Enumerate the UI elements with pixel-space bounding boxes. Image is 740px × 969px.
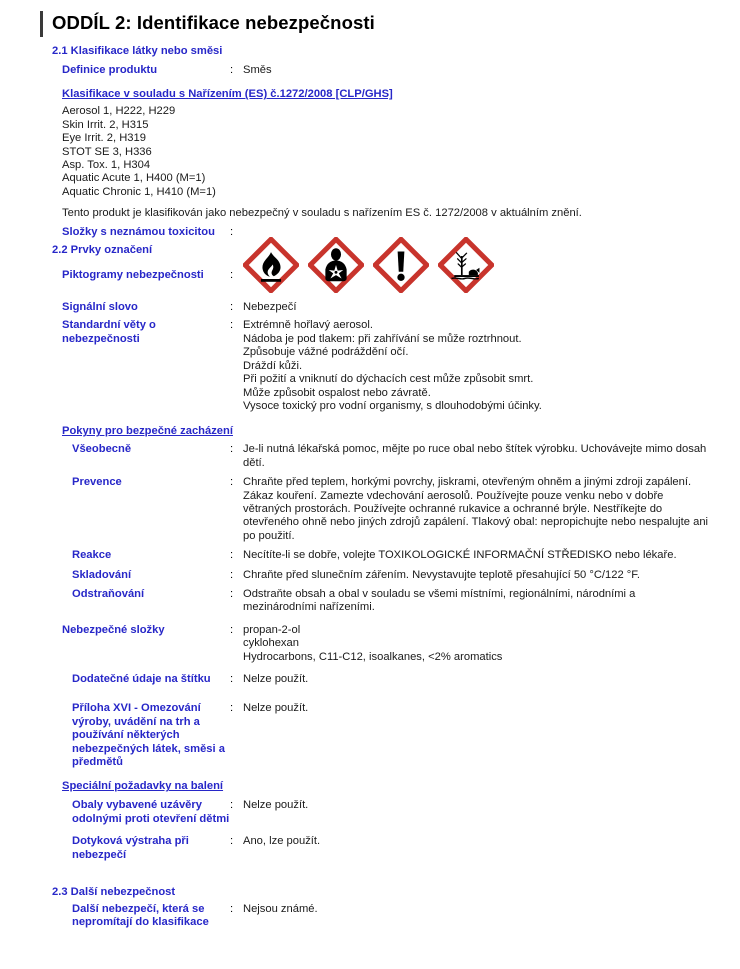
value-general: Je-li nutná lékařská pomoc, mějte po ruce obal nebo štítek výrobku. Uchovávejte mimo dosah dětí. <box>243 443 707 469</box>
value-response: Necítíte-li se dobře, volejte TOXIKOLOGICKÉ INFORMAČNÍ STŘEDISKO nebo lékaře. <box>243 549 677 562</box>
label-pictograms: Piktogramy nebezpečnosti <box>62 269 204 282</box>
colon: : <box>230 269 234 282</box>
value-hazardous-ingredients <box>243 624 740 664</box>
label-supplemental-label-elements: Dodatečné údaje na štítku <box>72 673 211 685</box>
title-rule <box>40 11 43 37</box>
ingredient-item: cyklohexan <box>243 637 299 650</box>
value-child-resistant-fastening: Nelze použít. <box>243 799 309 812</box>
label-storage: Skladování <box>72 568 132 581</box>
classification-item: Aquatic Chronic 1, H410 (M=1) <box>62 185 216 198</box>
label-prevention: Prevence <box>72 476 122 489</box>
row-response <box>62 549 740 562</box>
row-tactile-warning <box>62 835 740 862</box>
section-heading-2-2: 2.2 Prvky označení <box>52 244 153 257</box>
value-pictograms <box>243 237 740 293</box>
label-signal-word: Signální slovo <box>62 301 138 314</box>
health-hazard-pictogram <box>308 237 364 293</box>
value-annex-xvi: Nelze použít. <box>243 702 309 715</box>
row-hazardous-ingredients <box>62 624 740 664</box>
colon: : <box>230 903 234 916</box>
label-product-definition: Definice produktu <box>62 64 158 76</box>
section-heading-2-3: 2.3 Další nebezpečnost <box>52 886 176 899</box>
value-prevention: Chraňte před teplem, horkými povrchy, jiskrami, otevřeným ohněm a jinými zdroji zapálení. Zákaz kouření. Zamezte vdechování aerosolů. Používejte pouze venku nebo v dobře větraných prostorách. Používejte ochranné rukavice a ochranné brýle. Nestříkejte do otevřeného ohně nebo jiných zdrojů zapálení. Tlakový obal: nepropichujte nebo nespalujte ani po použití. <box>243 476 709 542</box>
label-response: Reakce <box>72 549 112 562</box>
row-supplemental-label-elements <box>62 673 740 686</box>
precautionary-statements-heading: Pokyny pro bezpečné zacházení <box>62 425 233 438</box>
colon: : <box>230 623 234 636</box>
label-other-hazards: Další nebezpečí, která se nepromítají do klasifikace <box>72 903 209 929</box>
colon: : <box>230 568 234 581</box>
value-disposal: Odstraňte obsah a obal v souladu se všemi místními, regionálními, národními a mezinárodními nařízeními. <box>243 587 636 614</box>
row-child-resistant-fastening <box>62 799 740 826</box>
environment-pictogram <box>438 237 494 293</box>
ingredient-item: Hydrocarbons, C11-C12, isoalkanes, <2% aromatics <box>243 650 503 663</box>
colon: : <box>230 549 234 562</box>
colon: : <box>230 587 234 600</box>
label-annex-xvi: Příloha XVI - Omezování výroby, uvádění na trh a používání některých nebezpečných látek, směsi a předmětů <box>72 702 225 769</box>
ingredient-item: propan-2-ol <box>243 623 301 636</box>
colon: : <box>230 319 234 332</box>
hazard-statement-line: Při požití a vniknutí do dýchacích cest může způsobit smrt. <box>243 373 534 386</box>
colon: : <box>230 673 234 685</box>
row-pictograms <box>62 259 740 293</box>
row-other-hazards <box>62 903 740 930</box>
row-annex-xvi <box>62 702 740 769</box>
row-signal-word <box>62 301 740 314</box>
value-supplemental-label-elements: Nelze použít. <box>243 673 309 685</box>
value-tactile-warning: Ano, lze použít. <box>243 835 321 848</box>
row-product-definition <box>62 64 740 77</box>
label-hazard-statements: Standardní věty o nebezpečnosti <box>62 319 156 345</box>
section-heading-2-1: 2.1 Klasifikace látky nebo směsi <box>52 45 223 57</box>
classification-item: STOT SE 3, H336 <box>62 145 152 158</box>
hazard-statement-line: Nádoba je pod tlakem: při zahřívání se může roztrhnout. <box>243 332 522 345</box>
row-hazard-statements <box>62 319 740 413</box>
row-storage <box>62 569 740 582</box>
classification-item: Skin Irrit. 2, H315 <box>62 118 149 131</box>
colon: : <box>230 225 234 238</box>
exclamation-mark-pictogram <box>373 237 429 293</box>
colon: : <box>230 702 234 715</box>
classification-list <box>62 105 740 199</box>
row-general <box>62 443 740 470</box>
colon: : <box>230 799 234 812</box>
classification-item: Aquatic Acute 1, H400 (M=1) <box>62 172 206 185</box>
pictogram-group <box>243 237 728 293</box>
special-packaging-requirements-heading: Speciální požadavky na balení <box>62 780 224 793</box>
colon: : <box>230 835 234 848</box>
colon: : <box>230 64 234 76</box>
classification-item: Aerosol 1, H222, H229 <box>62 105 176 118</box>
hazard-statement-line: Extrémně hořlavý aerosol. <box>243 319 373 332</box>
classification-item: Eye Irrit. 2, H319 <box>62 132 146 145</box>
sds-section-2-page <box>0 11 740 969</box>
value-other-hazards: Nejsou známé. <box>243 903 318 916</box>
colon: : <box>230 443 234 456</box>
page-title: ODDÍL 2: Identifikace nebezpečnosti <box>52 12 375 33</box>
hazard-statement-line: Dráždí kůži. <box>243 359 303 372</box>
label-hazardous-ingredients: Nebezpečné složky <box>62 623 165 636</box>
label-general: Všeobecně <box>72 443 132 456</box>
label-unknown-toxicity: Složky s neznámou toxicitou <box>62 225 215 238</box>
hazard-statement-line: Vysoce toxický pro vodní organismy, s dlouhodobými účinky. <box>243 399 542 412</box>
value-product-definition: Směs <box>243 64 272 76</box>
colon: : <box>230 301 234 314</box>
classification-regulation-heading: Klasifikace v souladu s Nařízením (ES) č.1272/2008 [CLP/GHS] <box>62 88 393 101</box>
classification-statement: Tento produkt je klasifikován jako nebezpečný v souladu s nařízením ES č. 1272/2008 v aktuálním znění. <box>62 207 582 220</box>
page-title-block <box>40 11 740 37</box>
colon: : <box>230 476 234 489</box>
label-child-resistant-fastening: Obaly vybavené uzávěry odolnými proti otevření dětmi <box>72 799 230 825</box>
value-hazard-statements <box>243 319 740 413</box>
value-storage: Chraňte před slunečním zářením. Nevystavujte teplotě přesahující 50 °C/122 °F. <box>243 568 640 581</box>
hazard-statement-line: Způsobuje vážné podráždění očí. <box>243 346 409 359</box>
label-disposal: Odstraňování <box>72 587 145 600</box>
label-tactile-warning: Dotyková výstraha při nebezpečí <box>72 835 189 861</box>
row-prevention <box>62 476 740 543</box>
hazard-statement-line: Může způsobit ospalost nebo závratě. <box>243 386 431 399</box>
flame-pictogram <box>243 237 299 293</box>
row-disposal <box>62 588 740 615</box>
classification-item: Asp. Tox. 1, H304 <box>62 159 151 172</box>
value-signal-word: Nebezpečí <box>243 301 297 314</box>
